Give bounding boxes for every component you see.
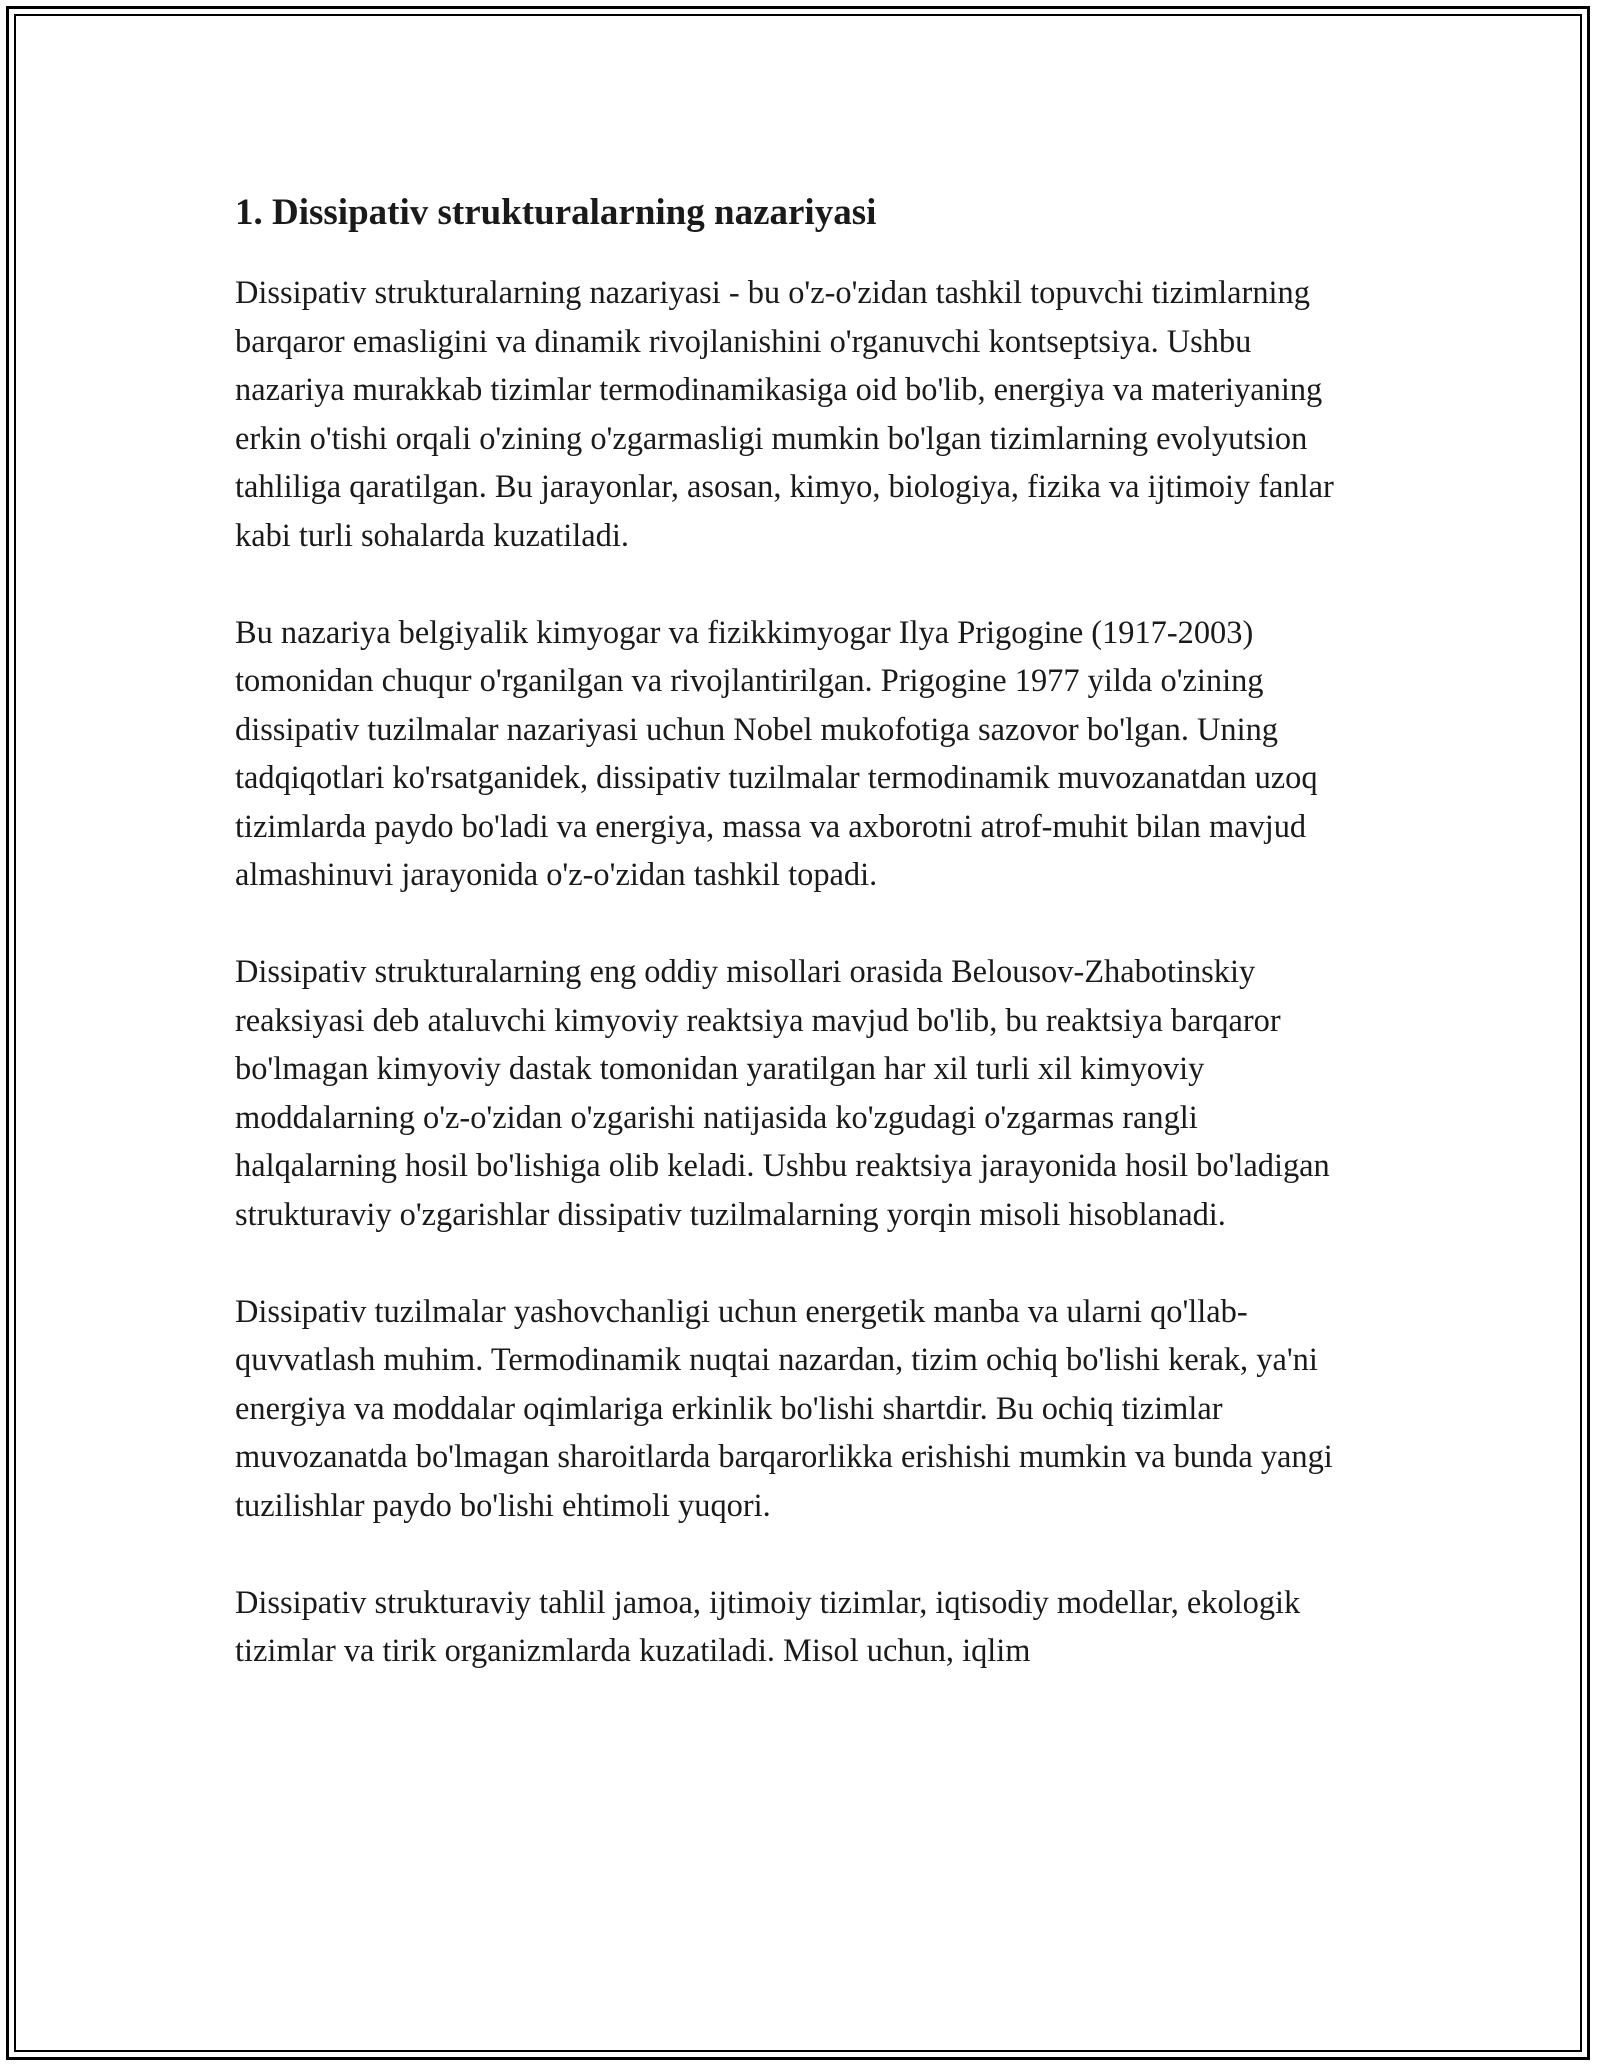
paragraph-3: Dissipativ strukturalarning eng oddiy misollari orasida Belousov-Zhabotinskiy reaksiyasi deb ataluvchi kimyoviy reaktsiya mavjud bo'lib, bu reaktsiya barqaror bo'lmagan kimyoviy dastak tomonidan yaratilgan har xil turli xil kimyoviy moddalarning o'z-o'zidan o'zgarishi natijasida ko'zgudagi o'zgarmas rangli halqalarning hosil bo'lishiga olib keladi. Ushbu reaktsiya jarayonida hosil bo'ladigan strukturaviy o'zgarishlar dissipativ tuzilmalarning yorqin misoli hisoblanadi. [235,954,1330,1233]
paragraph-4: Dissipativ tuzilmalar yashovchanligi uchun energetik manba va ularni qo'llab-quvvatlash muhim. Termodinamik nuqtai nazardan, tizim ochiq bo'lishi kerak, ya'ni energiya va moddalar oqimlariga erkinlik bo'lishi shartdir. Bu ochiq tizimlar muvozanatda bo'lmagan sharoitlarda barqarorlikka erishishi mumkin va bunda yangi tuzilishlar paydo bo'lishi ehtimoli yuqori. [235,1293,1333,1524]
section-heading: 1. Dissipativ strukturalarning nazariyasi [235,192,877,233]
paragraph-2: Bu nazariya belgiyalik kimyogar va fizikkimyogar Ilya Prigogine (1917-2003) tomonidan chuqur o'rganilgan va rivojlantirilgan. Prigogine 1977 yilda o'zining dissipativ tuzilmalar nazariyasi uchun Nobel mukofotiga sazovor bo'lgan. Uning tadqiqotlari ko'rsatganidek, dissipativ tuzilmalar termodinamik muvozanatdan uzoq tizimlarda paydo bo'ladi va energiya, massa va axborotni atrof-muhit bilan mavjud almashinuvi jarayonida o'z-o'zidan tashkil topadi. [235,614,1318,893]
paragraph-1: Dissipativ strukturalarning nazariyasi - bu o'z-o'zidan tashkil topuvchi tizimlarning barqaror emasligini va dinamik rivojlanishini o'rganuvchi kontseptsiya. Ushbu nazariya murakkab tizimlar termodinamikasiga oid bo'lib, energiya va materiyaning erkin o'tishi orqali o'zining o'zgarmasligi mumkin bo'lgan tizimlarning evolyutsion tahliliga qaratilgan. Bu jarayonlar, asosan, kimyo, biologiya, fizika va ijtimoiy fanlar kabi turli sohalarda kuzatiladi. [235,275,1334,554]
paragraph-5: Dissipativ strukturaviy tahlil jamoa, ijtimoiy tizimlar, iqtisodiy modellar, ekologik tizimlar va tirik organizmlarda kuzatiladi. Misol uchun, iqlim [235,1584,1301,1669]
document-body [235,188,1365,1724]
